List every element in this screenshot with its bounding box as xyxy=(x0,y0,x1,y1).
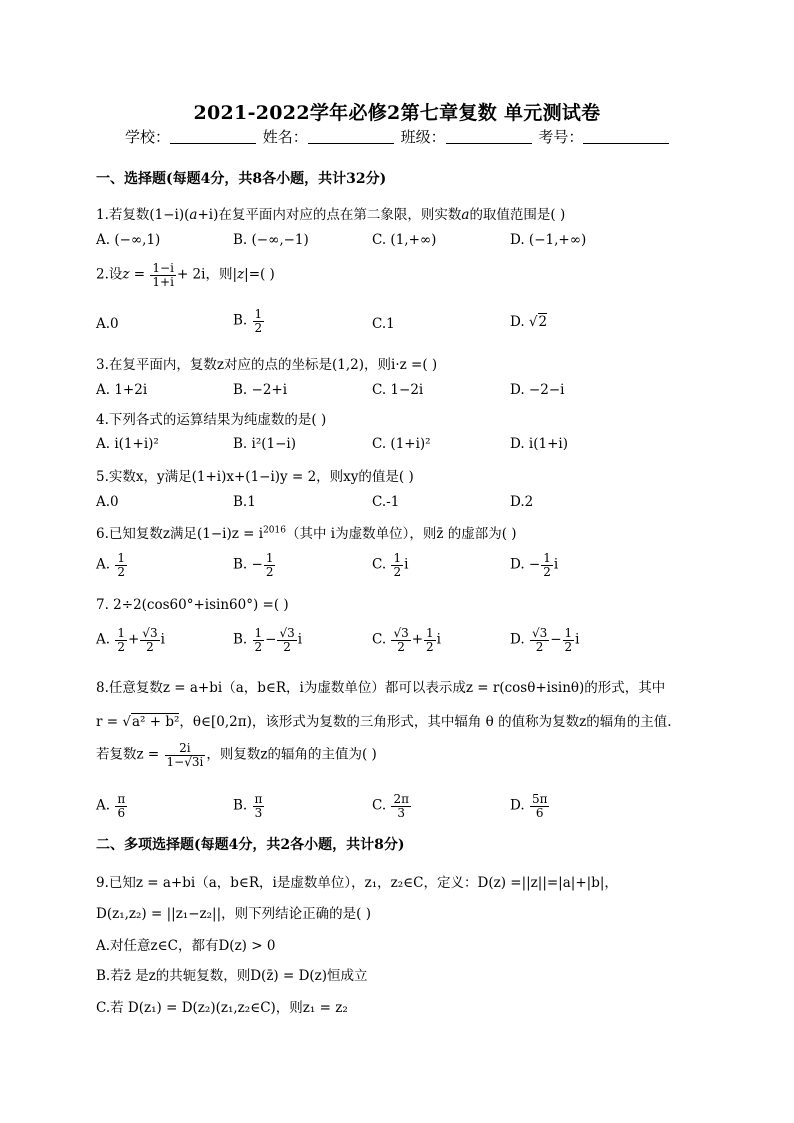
q8-a-label: A. xyxy=(96,797,111,814)
q1-var-a2: a xyxy=(461,207,470,223)
q6-option-a[interactable] xyxy=(96,552,128,578)
q8-fraction xyxy=(165,742,206,768)
q7-b-label: B. xyxy=(233,631,248,648)
q6-a-den: 2 xyxy=(117,564,125,579)
q7-b-d1: 2 xyxy=(254,639,263,654)
q1-text-b: +i)在复平面内对应的点在第二象限，则实数 xyxy=(197,207,462,223)
q9-option-a[interactable]: A.对任意z∈C，都有D(z) > 0 xyxy=(96,938,276,954)
q3-option-b[interactable]: B. −2+i xyxy=(233,382,288,398)
q8-d-fraction xyxy=(530,793,550,819)
q6-b-label: B. − xyxy=(233,556,263,573)
q2-fraction xyxy=(150,262,176,288)
q7-a-n1: 1 xyxy=(117,626,125,640)
q8-d-num: 5π xyxy=(531,792,548,806)
q7-d-d1: 2 xyxy=(535,639,544,654)
q8-line3-a: 若复数z = xyxy=(96,746,164,763)
q6-exponent: 2016 xyxy=(263,525,286,536)
q7-d-frac1 xyxy=(530,627,549,653)
q2-var-z: z xyxy=(122,266,130,283)
q1-text-c: 的取值范围是( ) xyxy=(469,207,566,223)
q6-b-fraction xyxy=(264,552,276,578)
q8-d-label: D. xyxy=(510,797,525,814)
q6-a-num: 1 xyxy=(117,551,125,565)
question-3-stem: 3.在复平面内，复数z对应的点的坐标是(1,2)，则i·z =( ) xyxy=(96,357,438,373)
q7-c-n1: √3 xyxy=(393,626,409,640)
q7-a-frac2 xyxy=(140,627,159,653)
name-label: 姓名： xyxy=(262,128,308,146)
class-label: 班级： xyxy=(400,128,446,146)
question-6-stem xyxy=(96,522,517,542)
q7-c-label: C. xyxy=(372,631,387,648)
q6-b-den: 2 xyxy=(265,564,274,579)
q8-frac-den: 1−√3i xyxy=(166,754,204,769)
question-2-stem xyxy=(96,262,275,288)
q7-option-d[interactable] xyxy=(510,627,580,653)
q3-option-c[interactable]: C. 1−2i xyxy=(372,382,424,398)
q7-b-frac2 xyxy=(277,627,296,653)
q7-b-suffix: i xyxy=(297,631,303,648)
section-heading-single-choice: 一、选择题(每题4分，共8各小题，共计32分) xyxy=(96,171,387,187)
q7-c-d2: 2 xyxy=(426,639,434,654)
q6-c-suffix: i xyxy=(404,556,409,573)
question-1-stem xyxy=(96,203,565,223)
q2-b-den: 2 xyxy=(254,320,263,335)
q8-c-label: C. xyxy=(372,797,387,814)
q5-option-a[interactable]: A.0 xyxy=(96,494,119,510)
q7-d-label: D. xyxy=(510,631,525,648)
q7-c-n2: 1 xyxy=(426,626,434,640)
q7-c-d1: 2 xyxy=(397,639,405,654)
q2-frac-num: 1−i xyxy=(152,261,174,275)
q7-option-b[interactable] xyxy=(233,627,302,653)
q4-option-c[interactable]: C. (1+i)² xyxy=(372,436,431,452)
question-4-stem: 4.下列各式的运算结果为纯虚数的是( ) xyxy=(96,412,327,428)
q7-d-n2: 1 xyxy=(564,626,573,640)
q7-c-op: + xyxy=(411,631,424,648)
school-label: 学校： xyxy=(125,128,171,146)
q8-b-label: B. xyxy=(233,797,248,814)
q8-line3-b: ，则复数z的辐角的主值为( ) xyxy=(206,746,377,763)
q6-d-fraction xyxy=(541,552,553,578)
q8-option-d[interactable] xyxy=(510,793,550,819)
q6-option-c[interactable] xyxy=(372,552,408,578)
q2-text-a: 2.设 xyxy=(96,266,123,283)
q7-b-n2: √3 xyxy=(279,626,295,640)
q7-b-op: − xyxy=(265,631,277,648)
q6-d-den: 2 xyxy=(543,564,551,579)
q8-b-fraction xyxy=(253,793,265,819)
q7-a-suffix: i xyxy=(160,631,165,648)
q6-a-fraction xyxy=(115,552,127,578)
q7-a-label: A. xyxy=(96,631,111,648)
q6-option-b[interactable] xyxy=(233,552,276,578)
q2-eq: = xyxy=(129,266,150,283)
q7-d-n1: √3 xyxy=(531,626,548,640)
section-heading-multi-choice: 二、多项选择题(每题4分，共2各小题，共计8分) xyxy=(96,837,405,853)
q7-a-d1: 2 xyxy=(117,639,125,654)
q2-option-b[interactable] xyxy=(233,308,265,334)
q6-text-b: （其中 i为虚数单位），则z̄ 的虚部为( ) xyxy=(285,526,517,542)
q2-frac-den: 1+i xyxy=(152,274,174,289)
q7-c-frac1 xyxy=(391,627,410,653)
q8-a-num: π xyxy=(117,792,126,806)
q2-d-label: D. xyxy=(510,314,525,330)
q5-option-d[interactable]: D.2 xyxy=(510,494,534,510)
q8-option-b[interactable] xyxy=(233,793,265,819)
name-blank[interactable] xyxy=(308,129,394,144)
q5-option-b[interactable]: B.1 xyxy=(233,494,256,510)
q6-option-d[interactable] xyxy=(510,552,558,578)
q1-option-b[interactable]: B. (−∞,−1) xyxy=(233,232,309,248)
q6-c-label: C. xyxy=(372,556,387,573)
q8-b-den: 3 xyxy=(254,805,263,820)
q7-a-d2: 2 xyxy=(146,639,154,654)
q7-a-frac1 xyxy=(115,627,127,653)
q2-b-label: B. xyxy=(233,312,248,329)
q9-option-b[interactable]: B.若z̄ 是z的共轭复数，则D(z̄) = D(z)恒成立 xyxy=(96,968,368,984)
q4-option-b[interactable]: B. i²(1−i) xyxy=(233,436,296,452)
q7-b-d2: 2 xyxy=(283,639,291,654)
q5-option-c[interactable]: C.-1 xyxy=(372,494,400,510)
q7-a-op: + xyxy=(127,631,140,648)
q7-c-suffix: i xyxy=(436,631,441,648)
q1-var-a: a xyxy=(189,207,198,223)
q4-option-a[interactable]: A. i(1+i)² xyxy=(96,436,159,452)
question-9-line-2: D(z₁,z₂) = ||z₁−z₂||，则下列结论正确的是( ) xyxy=(96,906,371,922)
q7-option-c[interactable] xyxy=(372,627,441,653)
q2-b-num: 1 xyxy=(254,307,263,321)
q7-c-frac2 xyxy=(424,627,436,653)
q8-radicand: a² + b² xyxy=(131,714,180,730)
q6-text-a: 6.已知复数z满足(1−i)z = i xyxy=(96,526,264,542)
question-8-line-1: 8.任意复数z = a+bi（a，b∈R，i为虚数单位）都可以表示成z = r(cosθ+isinθ)的形式，其中 xyxy=(96,680,666,696)
q8-b-num: π xyxy=(254,792,263,806)
q8-option-c[interactable] xyxy=(372,793,412,819)
question-9-line-1: 9.已知z = a+bi（a，b∈R，i是虚数单位），z₁，z₂∈C，定义：D(z) =||z||=|a|+|b|， xyxy=(96,875,618,891)
q8-c-num: 2π xyxy=(393,792,409,806)
q6-a-label: A. xyxy=(96,556,111,573)
q2-option-d[interactable]: D. √2 xyxy=(510,314,548,330)
q7-d-frac2 xyxy=(563,627,575,653)
q6-d-suffix: i xyxy=(553,556,559,573)
question-7-stem: 7. 2÷2(cos60°+isin60°) =( ) xyxy=(96,597,289,613)
q7-d-suffix: i xyxy=(575,631,580,648)
question-8-line-3 xyxy=(96,742,377,768)
q8-line2-text: ，θ∈[0,2π)，该形式为复数的三角形式，其中辐角 θ 的值称为复数z的辐角的主值. xyxy=(179,714,672,730)
q7-b-n1: 1 xyxy=(254,626,263,640)
q2-var-z2: z xyxy=(237,266,245,283)
q1-option-d[interactable]: D. (−1,+∞) xyxy=(510,232,587,248)
q6-b-num: 1 xyxy=(265,551,274,565)
q2-option-c[interactable]: C.1 xyxy=(372,316,395,332)
q1-option-a[interactable]: A. (−∞,1) xyxy=(96,232,161,248)
q3-option-a[interactable]: A. 1+2i xyxy=(96,382,148,398)
school-blank[interactable] xyxy=(170,129,256,144)
number-blank[interactable] xyxy=(583,129,669,144)
q8-c-fraction xyxy=(391,793,411,819)
student-info-line xyxy=(125,126,685,147)
q2-text-c: |=( ) xyxy=(244,266,275,283)
q8-frac-num: 2i xyxy=(165,742,206,756)
q8-a-fraction xyxy=(115,793,127,819)
q8-c-den: 3 xyxy=(397,805,406,820)
q7-b-frac1 xyxy=(253,627,265,653)
q8-d-den: 6 xyxy=(535,805,544,820)
q1-option-c[interactable]: C. (1,+∞) xyxy=(372,232,437,248)
q2-d-radicand: 2 xyxy=(538,314,548,330)
q6-d-label: D. − xyxy=(510,556,541,573)
q2-option-a[interactable]: A.0 xyxy=(96,316,119,332)
q9-option-c[interactable]: C.若 D(z₁) = D(z₂)(z₁,z₂∈C)，则z₁ = z₂ xyxy=(96,1000,348,1016)
q2-text-b: + 2i，则| xyxy=(176,266,238,283)
q3-option-d[interactable]: D. −2−i xyxy=(510,382,565,398)
q8-option-a[interactable] xyxy=(96,793,128,819)
q7-a-n2: √3 xyxy=(142,626,158,640)
q7-d-d2: 2 xyxy=(564,639,573,654)
number-label: 考号： xyxy=(538,128,584,146)
question-8-line-2: r = √a² + b²，θ∈[0,2π)，该形式为复数的三角形式，其中辐角 θ 的值称为复数z的辐角的主值. xyxy=(96,714,672,730)
q6-c-num: 1 xyxy=(393,551,402,565)
question-5-stem: 5.实数x，y满足(1+i)x+(1−i)y = 2，则xy的值是( ) xyxy=(96,469,414,485)
q7-option-a[interactable] xyxy=(96,627,165,653)
q8-r-eq: r = xyxy=(96,714,123,730)
q4-option-d[interactable]: D. i(1+i) xyxy=(510,436,568,452)
q6-c-den: 2 xyxy=(393,564,402,579)
q6-d-num: 1 xyxy=(543,551,551,565)
q1-text-a: 1.若复数(1−i)( xyxy=(96,207,190,223)
class-blank[interactable] xyxy=(446,129,532,144)
q7-d-op: − xyxy=(550,631,562,648)
q2-b-fraction xyxy=(253,308,265,334)
page-title: 2021-2022学年必修2第七章复数 单元测试卷 xyxy=(193,102,601,124)
q8-a-den: 6 xyxy=(117,805,126,820)
q6-c-fraction xyxy=(391,552,403,578)
